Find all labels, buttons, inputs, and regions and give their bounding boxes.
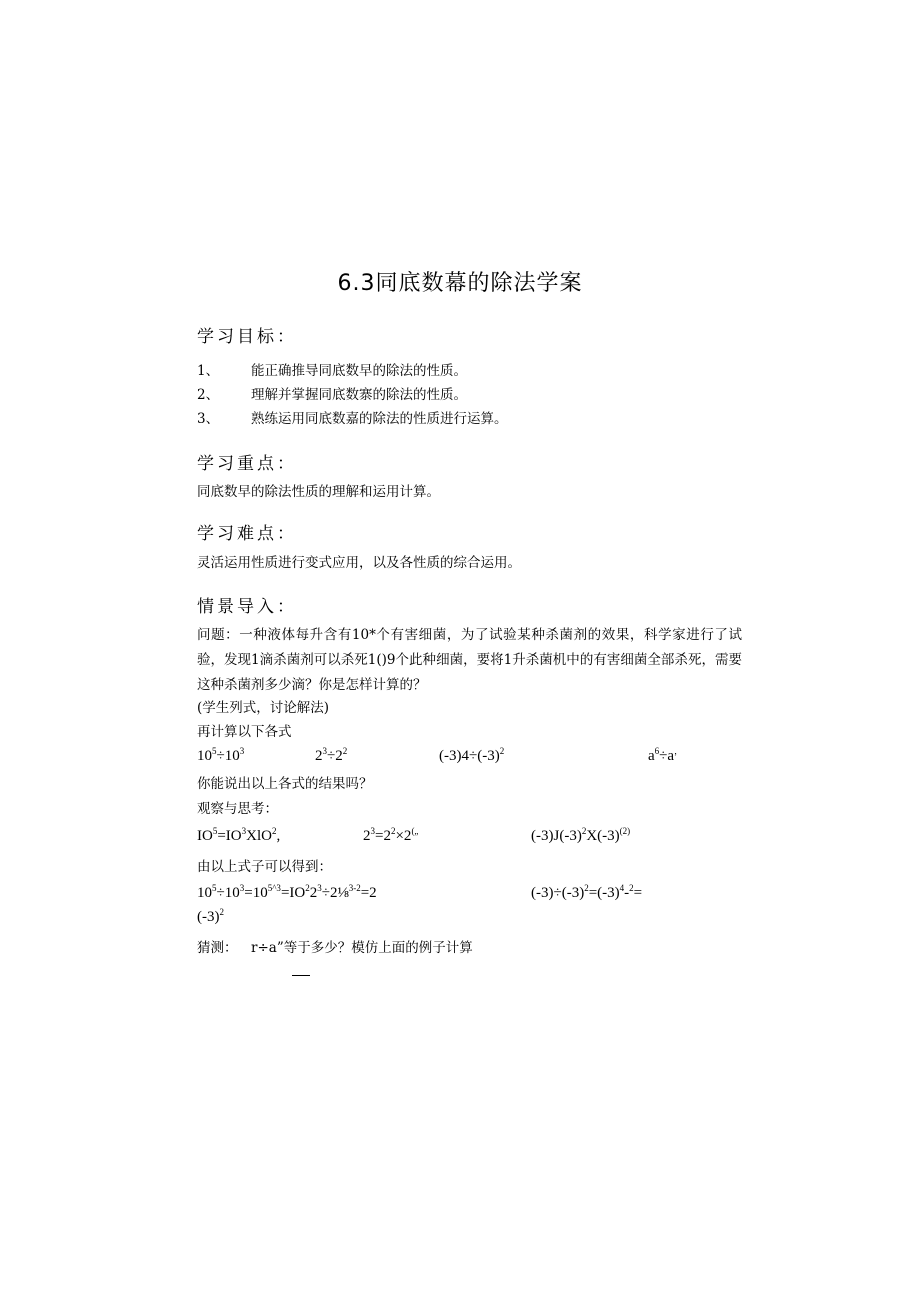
observation-3: $(-3)J(-3)^2X(-3)^{(2)}$ <box>531 826 631 844</box>
expression-1: $10^5\div 10^3$ <box>197 746 245 764</box>
expression-2: $2^3\div 2^2$ <box>315 746 348 764</box>
discussion-note: (学生列式，讨论解法) <box>197 700 330 716</box>
results-question: 你能说出以上各式的结果吗？ <box>197 776 373 792</box>
objective-text-2: 理解并掌握同底数寨的除法的性质。 <box>251 387 467 403</box>
guess-label: 猜测： <box>197 940 238 956</box>
expression-4: $a^6\div a^,$ <box>648 746 684 764</box>
derivation-1: $10^5\div 10^3=10^{5\^{}3}=IO^22^3\div 2\frac{1}{8}^{3-2}=2$ <box>197 883 377 901</box>
guess-text: r÷a”等于多少？模仿上面的例子计算 <box>251 940 473 956</box>
calculation-prompt: 再计算以下各式 <box>197 724 292 740</box>
page-title: 6.3同底数幕的除法学案 <box>337 271 583 296</box>
objective-number-3: 3、 <box>197 411 220 427</box>
observation-1: $IO^5=IO^3XlO^2$, <box>197 826 281 844</box>
objective-text-1: 能正确推导同底数早的除法的性质。 <box>251 363 467 379</box>
objectives-heading: 学习目标： <box>197 327 297 347</box>
expression-3: $(-3)4\div(-3)^2$ <box>439 746 505 764</box>
derivation-2-continued: $(-3)^2$ <box>197 907 224 925</box>
intro-heading: 情景导入： <box>197 597 297 617</box>
observation-2: $2^3=2^2\times 2^{(„}$ <box>363 826 419 844</box>
derive-label: 由以上式子可以得到： <box>197 859 332 875</box>
objective-number-1: 1、 <box>197 363 220 379</box>
difficulties-text: 灵活运用性质进行变式应用，以及各性质的综合运用。 <box>197 555 521 571</box>
problem-paragraph: 问题：一种液体每升含有10*个有害细菌，为了试验某种杀菌剂的效果，科学家进行了试验，发现1滴杀菌剂可以杀死1()9个此种细菌，要将1升杀菌机中的有害细菌全部杀死，需要这种杀菌剂多少滴？你是怎样计算的？ <box>197 627 742 693</box>
objective-number-2: 2、 <box>197 387 220 403</box>
key-points-text: 同底数早的除法性质的理解和运用计算。 <box>197 484 440 500</box>
key-points-heading: 学习重点： <box>197 454 297 474</box>
derivation-2: $(-3)\div(-3)^2=(-3)^4-^2=$ <box>531 883 643 901</box>
answer-line <box>292 975 310 976</box>
difficulties-heading: 学习难点： <box>197 524 297 544</box>
observe-label: 观察与思考： <box>197 801 278 817</box>
objective-text-3: 熟练运用同底数嘉的除法的性质进行运算。 <box>251 411 508 427</box>
